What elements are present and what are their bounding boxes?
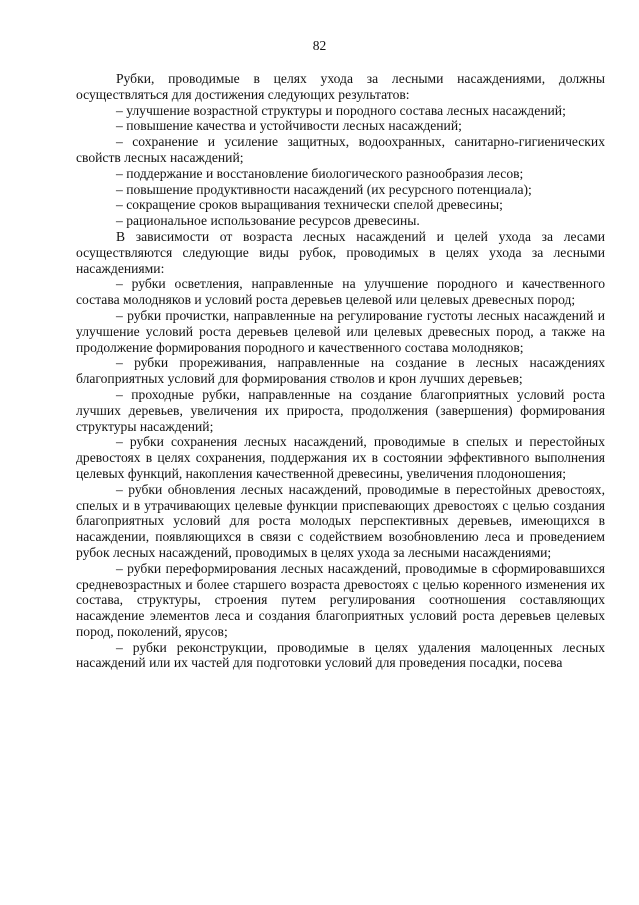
- list-item: – сокращение сроков выращивания технически спелой древесины;: [116, 197, 503, 213]
- list-item: – повышение продуктивности насаждений (их ресурсного потенциала);: [116, 181, 532, 197]
- list-item: – рубки осветления, направленные на улучшение породного и качественного состава молодняков и условий роста деревьев целевой или целевых древесных пород;: [76, 276, 605, 308]
- list-item: – проходные рубки, направленные на создание благоприятных условий роста лучших деревьев, увеличения их прироста, продолжения (завершения) формирования структуры насаждений;: [76, 386, 605, 434]
- list-item: – рациональное использование ресурсов древесины.: [116, 213, 420, 229]
- document-body: [76, 71, 605, 671]
- list-item: – рубки реконструкции, проводимые в целях удаления малоценных лесных насаждений или их частей для подготовки условий для проведения посадки, посева: [76, 639, 605, 671]
- list-item: – рубки сохранения лесных насаждений, проводимые в спелых и перестойных древостоях в целях сохранения, поддержания их в состоянии эффективного выполнения целевых функций, накопления качественной древесины, увеличения плодоношения;: [76, 434, 605, 481]
- list-item: – рубки прочистки, направленные на регулирование густоты лесных насаждений и улучшение условий роста деревьев целевой или целевых древесных пород, а также на продолжение формирования породного и качественного состава молодняков;: [76, 307, 605, 355]
- paragraph: Рубки, проводимые в целях ухода за лесными насаждениями, должны осуществляться для достижения следующих результатов:: [76, 71, 605, 102]
- list-item: – сохранение и усиление защитных, водоохранных, санитарно-гигиенических свойств лесных насаждений;: [76, 134, 605, 165]
- list-item: – рубки обновления лесных насаждений, проводимые в перестойных древостоях, спелых и в утрачивающих целевые функции приспевающих древостоях с целью создания благоприятных условий для роста молодых перспективных деревьев, имеющихся в насаждении, появляющихся в связи с содействием возобновлению леса и проведением рубок лесных насаждений, проводимых в целях ухода за лесными насаждениями;: [76, 481, 605, 560]
- list-item: – рубки переформирования лесных насаждений, проводимые в сформировавшихся средневозрастных и более старшего возраста древостоях с целью коренного изменения их состава, структуры, строения путем регулирования соотношения составляющих насаждение элементов леса и создания благоприятных условий роста деревьев целевых пород, поколений, ярусов;: [76, 560, 605, 639]
- list-item: – поддержание и восстановление биологического разнообразия лесов;: [116, 165, 524, 181]
- page-number: 82: [312, 38, 327, 53]
- list-item: – повышение качества и устойчивости лесных насаждений;: [116, 118, 462, 134]
- list-item: – рубки прореживания, направленные на создание в лесных насаждениях благоприятных условий для формирования стволов и крон лучших деревьев;: [76, 355, 605, 387]
- paragraph: В зависимости от возраста лесных насаждений и целей ухода за лесами осуществляются следующие виды рубок, проводимых в целях ухода за лесными насаждениями:: [76, 228, 605, 276]
- list-item: – улучшение возрастной структуры и породного состава лесных насаждений;: [116, 102, 566, 118]
